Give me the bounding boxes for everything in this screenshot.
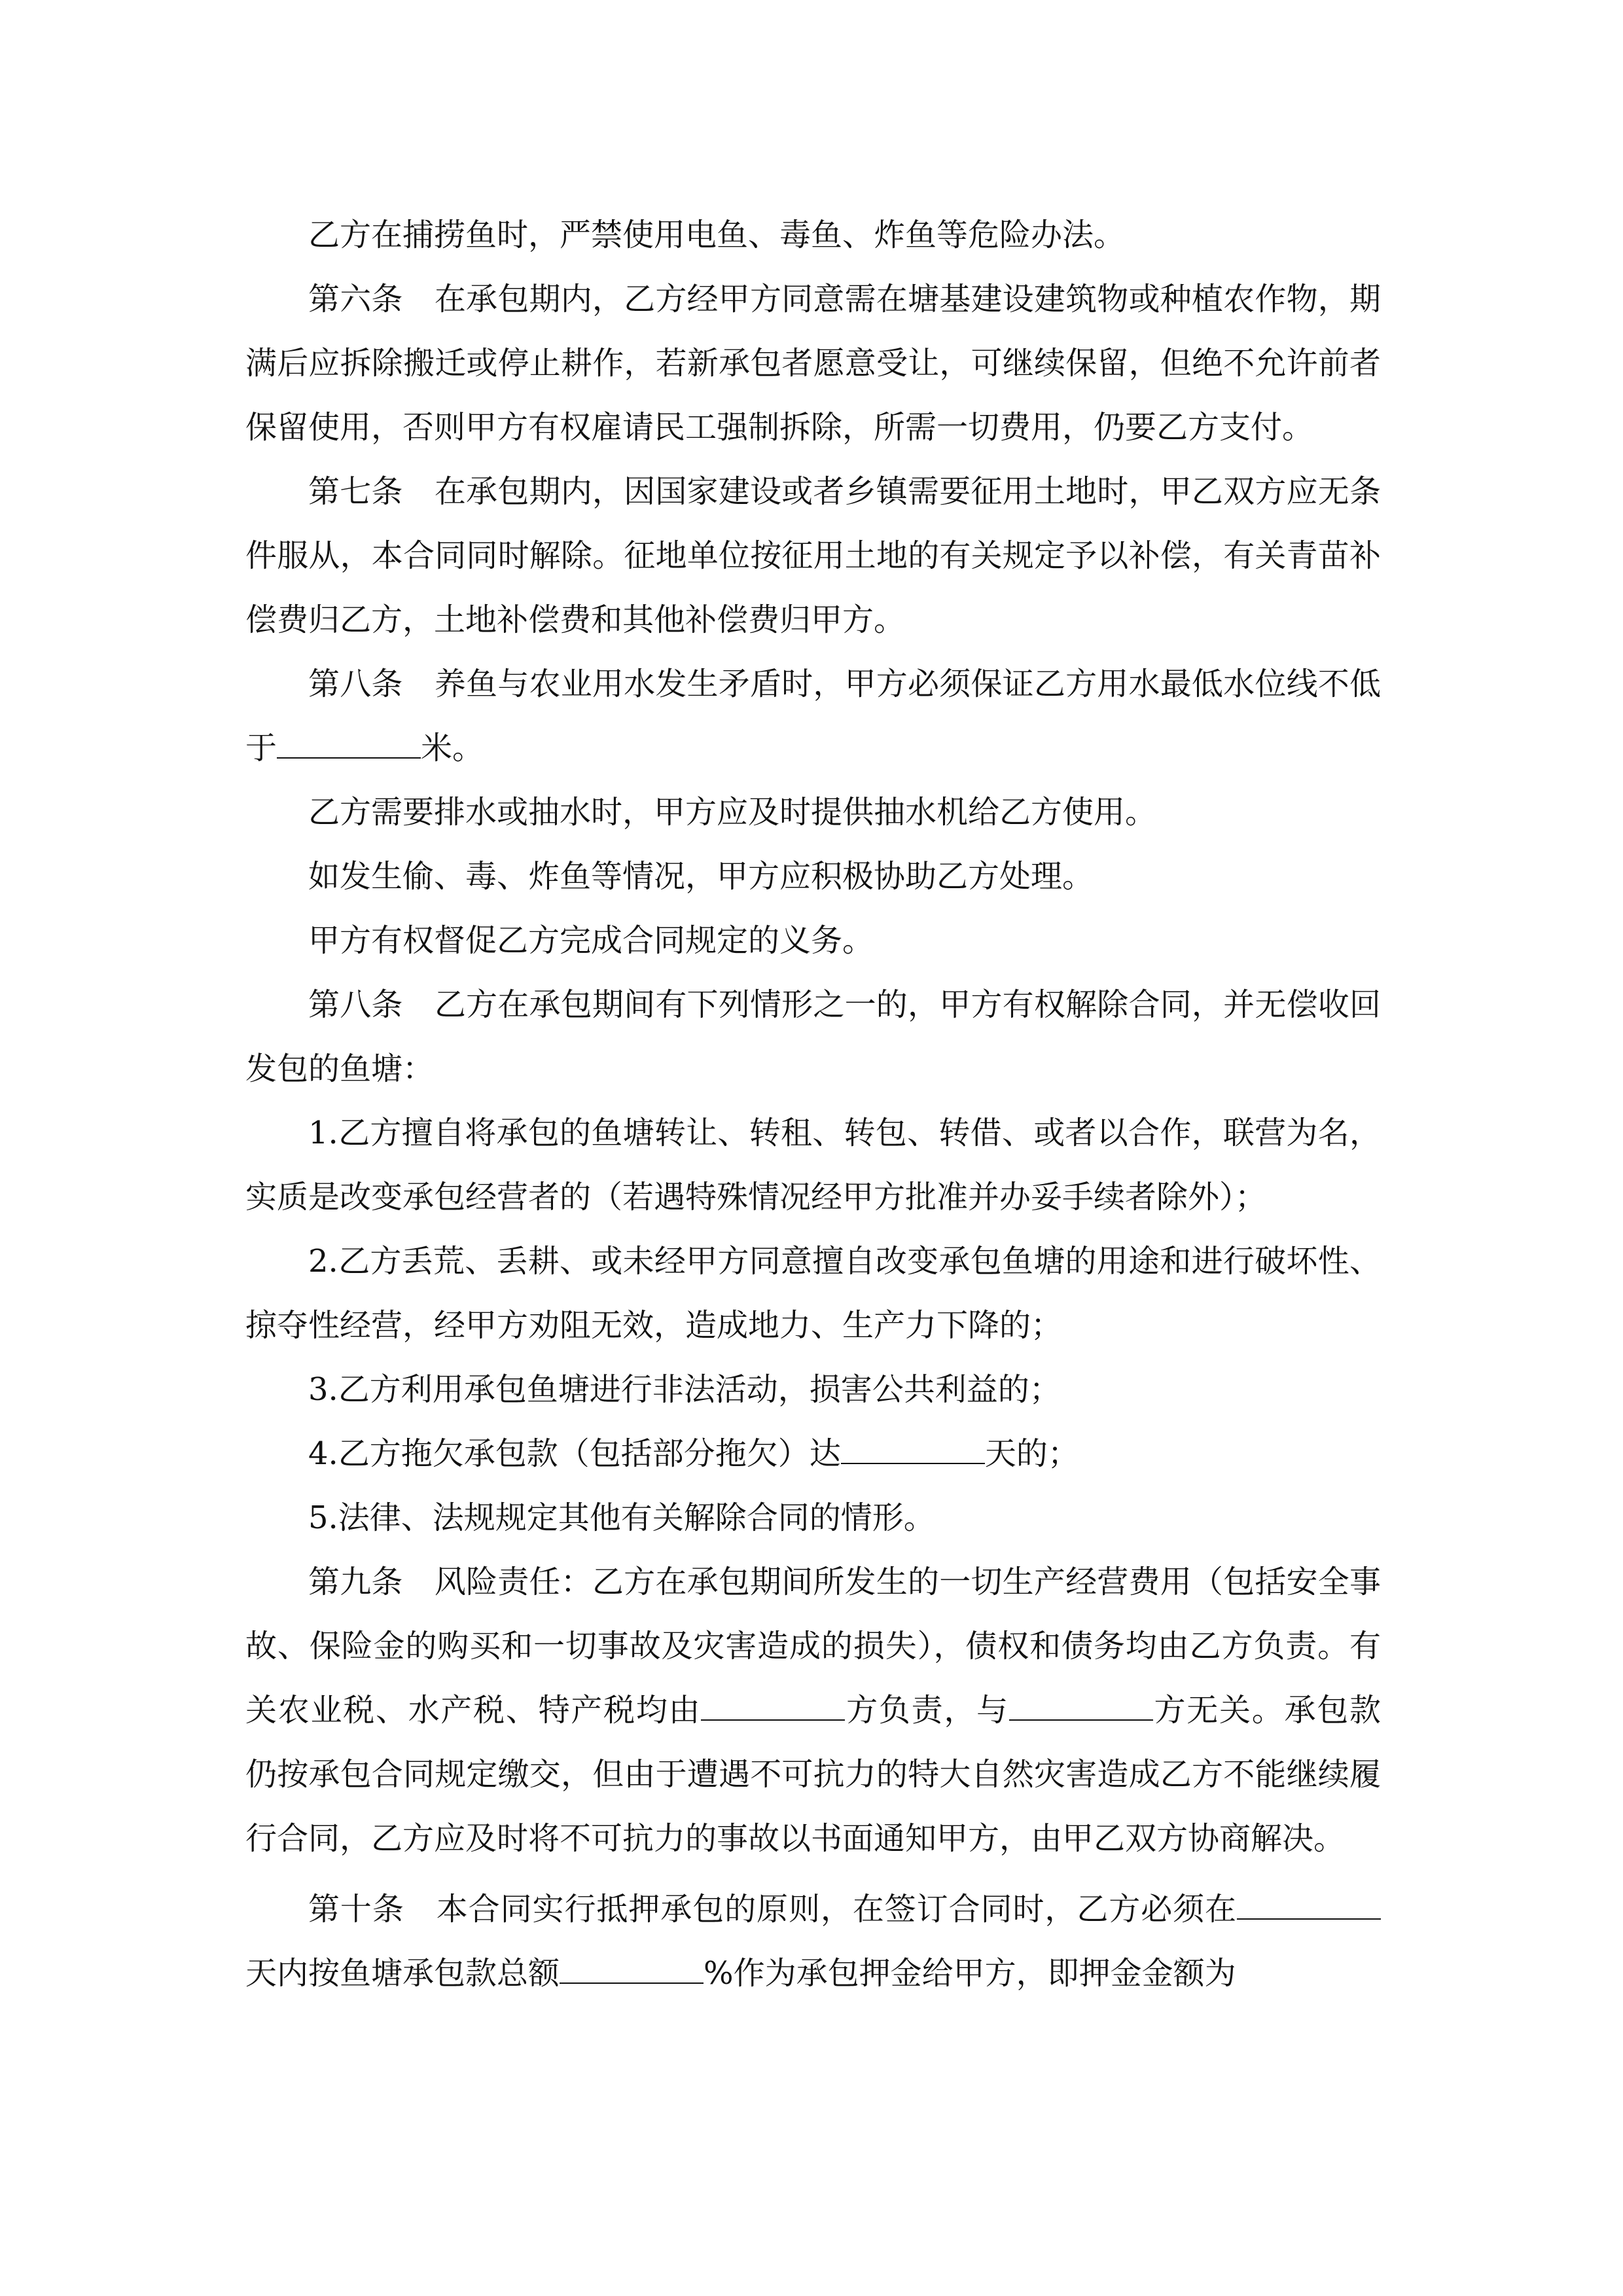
paragraph-pump: 乙方需要排水或抽水时，甲方应及时提供抽水机给乙方使用。 <box>308 794 1157 831</box>
fill-in-blank <box>1237 1893 1381 1920</box>
paragraph-article-6: 第六条 在承包期内，乙方经甲方同意需在塘基建设建筑物或种植农作物，期满后应拆除搬迁或停止耕作，若新承包者愿意受让，可继续保留，但绝不允许前者保留使用，否则甲方有权雇请民工强制拆除，所需一切费用，仍要乙方支付。 <box>245 281 1381 446</box>
fill-in-blank <box>560 1958 704 1984</box>
fill-in-blank <box>701 1695 845 1721</box>
document-body <box>245 203 1381 2005</box>
paragraph-article-8-terminate: 第八条 乙方在承包期间有下列情形之一的，甲方有权解除合同，并无偿收回发包的鱼塘： <box>245 986 1381 1087</box>
list-item-5: 5.法律、法规规定其他有关解除合同的情形。 <box>308 1499 935 1536</box>
fill-in-blank <box>841 1438 985 1464</box>
paragraph-article-7: 第七条 在承包期内，因国家建设或者乡镇需要征用土地时，甲乙双方应无条件服从，本合同同时解除。征地单位按征用土地的有关规定予以补偿，有关青苗补偿费归乙方，土地补偿费和其他补偿费归甲方。 <box>245 473 1381 638</box>
paragraph-theft-assist: 如发生偷、毒、炸鱼等情况，甲方应积极协助乙方处理。 <box>308 858 1094 895</box>
paragraph-article-10: 第十条 本合同实行抵押承包的原则，在签订合同时，乙方必须在天内按鱼塘承包款总额 %作为承包押金给甲方，即押金金额为 <box>245 1877 1381 2005</box>
paragraph-article-9: 第九条 风险责任：乙方在承包期间所发生的一切生产经营费用（包括安全事故、保险金的购买和一切事故及灾害造成的损失），债权和债务均由乙方负责。有关农业税、水产税、特产税均由 方负责，与 方无关。承包款仍按承包合同规定缴交，但由于遭遇不可抗力的特大自然灾害造成乙方不能继续履行合同，乙方应及时将不可抗力的事故以书面通知甲方，由甲乙双方协商解决。 <box>245 1564 1381 1857</box>
paragraph-article-8-water: 第八条 养鱼与农业用水发生矛盾时，甲方必须保证乙方用水最低水位线不低于 米。 <box>245 666 1381 766</box>
paragraph-fishing-ban: 乙方在捕捞鱼时，严禁使用电鱼、毒鱼、炸鱼等危险办法。 <box>308 217 1126 253</box>
fill-in-blank <box>1009 1695 1153 1721</box>
list-item-1: 1.乙方擅自将承包的鱼塘转让、转租、转包、转借、或者以合作，联营为名，实质是改变承包经营者的（若遇特殊情况经甲方批准并办妥手续者除外）； <box>245 1115 1381 1215</box>
paragraph-supervise: 甲方有权督促乙方完成合同规定的义务。 <box>308 922 874 959</box>
list-item-3: 3.乙方利用承包鱼塘进行非法活动，损害公共利益的； <box>308 1371 1061 1408</box>
list-item-2: 2.乙方丢荒、丢耕、或未经甲方同意擅自改变承包鱼塘的用途和进行破坏性、掠夺性经营，经甲方劝阻无效，造成地力、生产力下降的； <box>245 1243 1381 1344</box>
fill-in-blank <box>277 732 421 759</box>
list-item-4: 4.乙方拖欠承包款（包括部分拖欠）达 天的； <box>308 1435 1079 1472</box>
